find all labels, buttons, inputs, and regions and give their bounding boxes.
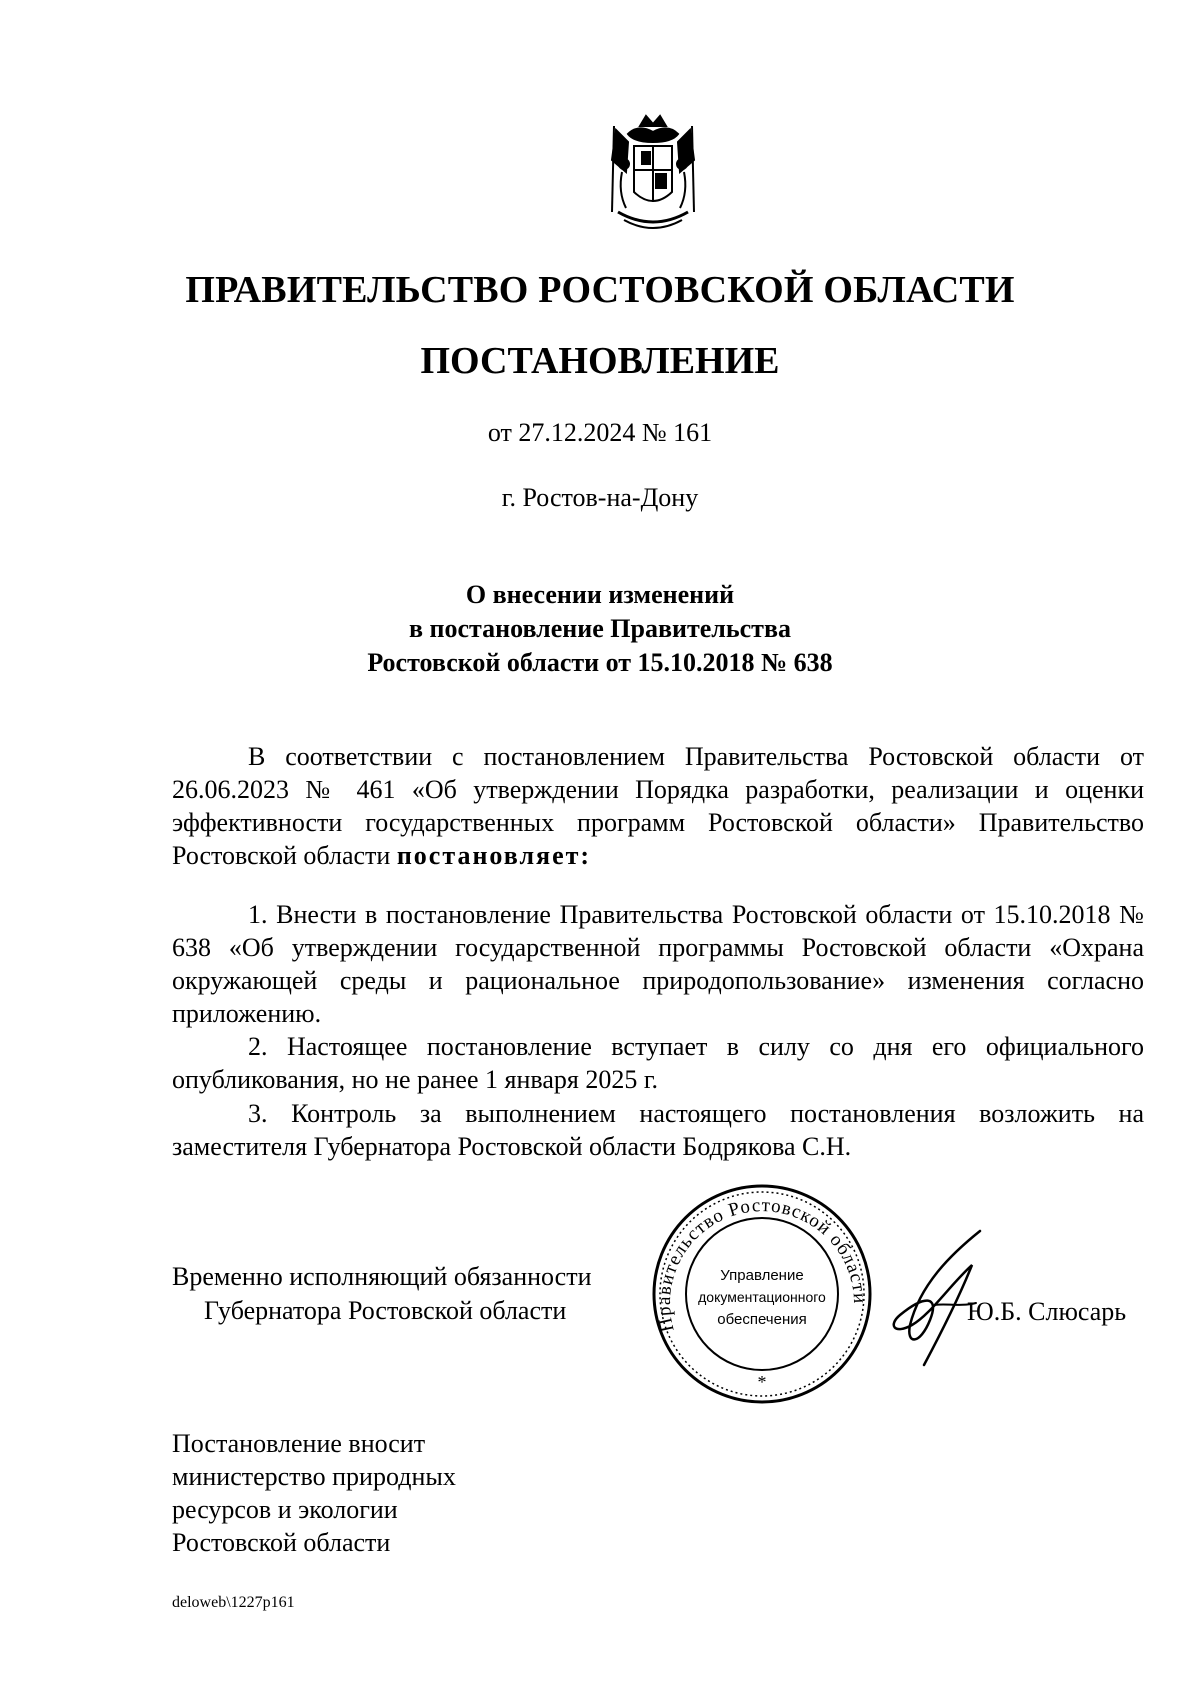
signatory-name: Ю.Б. Слюсарь: [967, 1297, 1127, 1326]
preamble-paragraph: [172, 740, 1144, 872]
clause-1: 1. Внести в постановление Правительства Ростовской области от 15.10.2018 № 638 «Об утверждении государственной программы Ростовской области «Охрана окружающей среды и рациональное природопользование» изменения согласно приложению.: [172, 900, 1144, 1028]
document-type: ПОСТАНОВЛЕНИЕ: [420, 340, 780, 382]
seal-outer-text: Правительство Ростовской области: [653, 1195, 871, 1334]
seal-inner-line: обеспечения: [717, 1311, 807, 1328]
submitter-line: Постановление вносит: [172, 1429, 426, 1458]
coat-of-arms-icon: [598, 112, 708, 240]
clause-2: 2. Настоящее постановление вступает в силу со дня его официального опубликования, но не ранее 1 января 2025 г.: [172, 1032, 1144, 1094]
official-seal: [648, 1180, 876, 1408]
signatory-position-line: Губернатора Ростовской области: [204, 1296, 567, 1325]
submitter-line: Ростовской области: [172, 1528, 391, 1557]
decision-keyword: постановляет:: [396, 841, 592, 870]
clause-3: 3. Контроль за выполнением настоящего постановления возложить на заместителя Губернатора Ростовской области Бодрякова С.Н.: [172, 1099, 1144, 1161]
seal-star: *: [757, 1372, 767, 1392]
seal-inner-line: Управление: [720, 1267, 804, 1284]
signatory-position: [172, 1260, 592, 1328]
document-date-number: от 27.12.2024 № 161: [487, 418, 713, 447]
document-title-line: О внесении изменений: [465, 580, 735, 609]
organization-name: ПРАВИТЕЛЬСТВО РОСТОВСКОЙ ОБЛАСТИ: [185, 269, 1015, 311]
submitter-line: ресурсов и экологии: [172, 1495, 398, 1524]
document-title-line: Ростовской области от 15.10.2018 № 638: [367, 648, 833, 677]
seal-inner-line: документационного: [698, 1289, 826, 1305]
submitter-block: [172, 1427, 456, 1559]
submitter-line: министерство природных: [172, 1462, 456, 1491]
signatory-position-line: Временно исполняющий обязанности: [172, 1262, 592, 1291]
document-city: г. Ростов-на-Дону: [501, 483, 699, 512]
preamble-text: В соответствии с постановлением Правительства Ростовской области от 26.06.2023 № 461 «Об утверждении Порядка разработки, реализации и оценки эффективности государственных программ Ростовской области» Правительство Ростовской области: [172, 742, 1144, 870]
document-code: deloweb\1227p161: [172, 1594, 295, 1611]
document-title: [0, 578, 1200, 680]
document-title-line: в постановление Правительства: [408, 614, 791, 643]
